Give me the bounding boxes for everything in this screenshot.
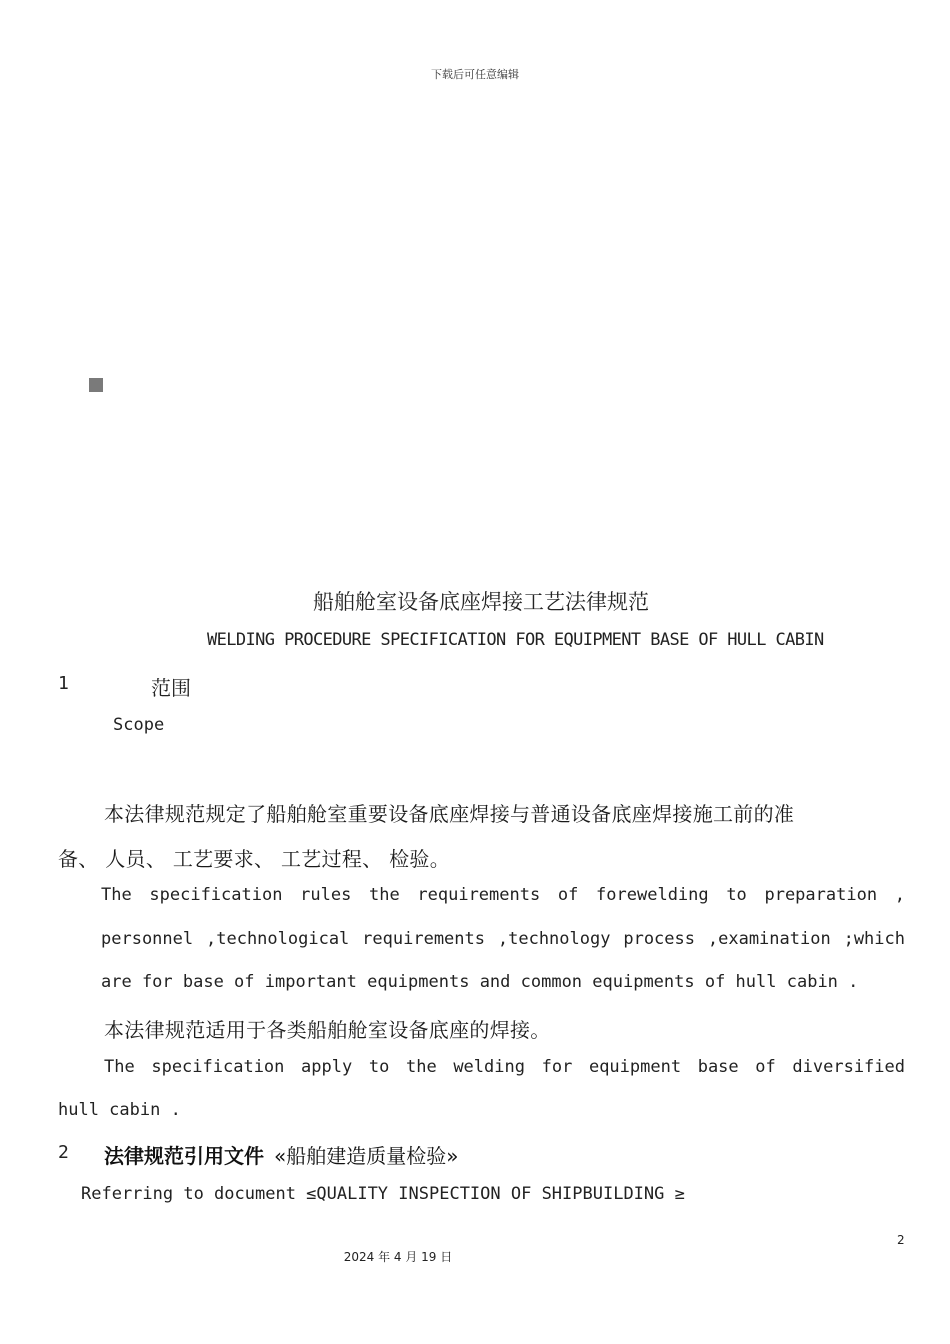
section-2-number: 2 xyxy=(58,1142,69,1163)
section-2-heading xyxy=(104,1140,458,1169)
header-note: 下载后可任意编辑 xyxy=(431,68,519,81)
paragraph-2-cn: 本法律规范适用于各类船舶舱室设备底座的焊接。 xyxy=(104,1018,551,1042)
document-title-en: WELDING PROCEDURE SPECIFICATION FOR EQUIPMENT BASE OF HULL CABIN xyxy=(207,630,824,650)
paragraph-1-en-line-1: The specification rules the requirements of forewelding to preparation , xyxy=(101,885,905,905)
bullet-square-icon xyxy=(89,378,103,392)
paragraph-2-en-line-1: The specification apply to the welding for equipment base of diversified xyxy=(104,1057,905,1077)
paragraph-1-en-line-2: personnel ,technological requirements ,technology process ,examination ;which xyxy=(101,929,905,949)
footer-date: 2024 年 4 月 19 日 xyxy=(343,1250,453,1264)
section-2-title-cn: 法律规范引用文件 xyxy=(104,1144,264,1168)
page-number: 2 xyxy=(897,1233,905,1247)
section-2-reference-cn: «船舶建造质量检验» xyxy=(274,1144,459,1168)
paragraph-1-en-line-3: are for base of important equipments and common equipments of hull cabin . xyxy=(101,972,859,992)
document-title-cn: 船舶舱室设备底座焊接工艺法律规范 xyxy=(313,590,649,614)
paragraph-1-cn-line-1: 本法律规范规定了船舶舱室重要设备底座焊接与普通设备底座焊接施工前的准 xyxy=(104,802,795,826)
section-2-reference-en: Referring to document ≤QUALITY INSPECTION OF SHIPBUILDING ≥ xyxy=(81,1184,685,1204)
section-1-title-en: Scope xyxy=(113,715,165,735)
paragraph-2-en-line-2: hull cabin . xyxy=(58,1100,181,1120)
section-1-title-cn: 范围 xyxy=(151,676,191,700)
paragraph-1-cn-line-2: 备、 人员、 工艺要求、 工艺过程、 检验。 xyxy=(58,847,451,871)
section-1-number: 1 xyxy=(58,673,69,694)
